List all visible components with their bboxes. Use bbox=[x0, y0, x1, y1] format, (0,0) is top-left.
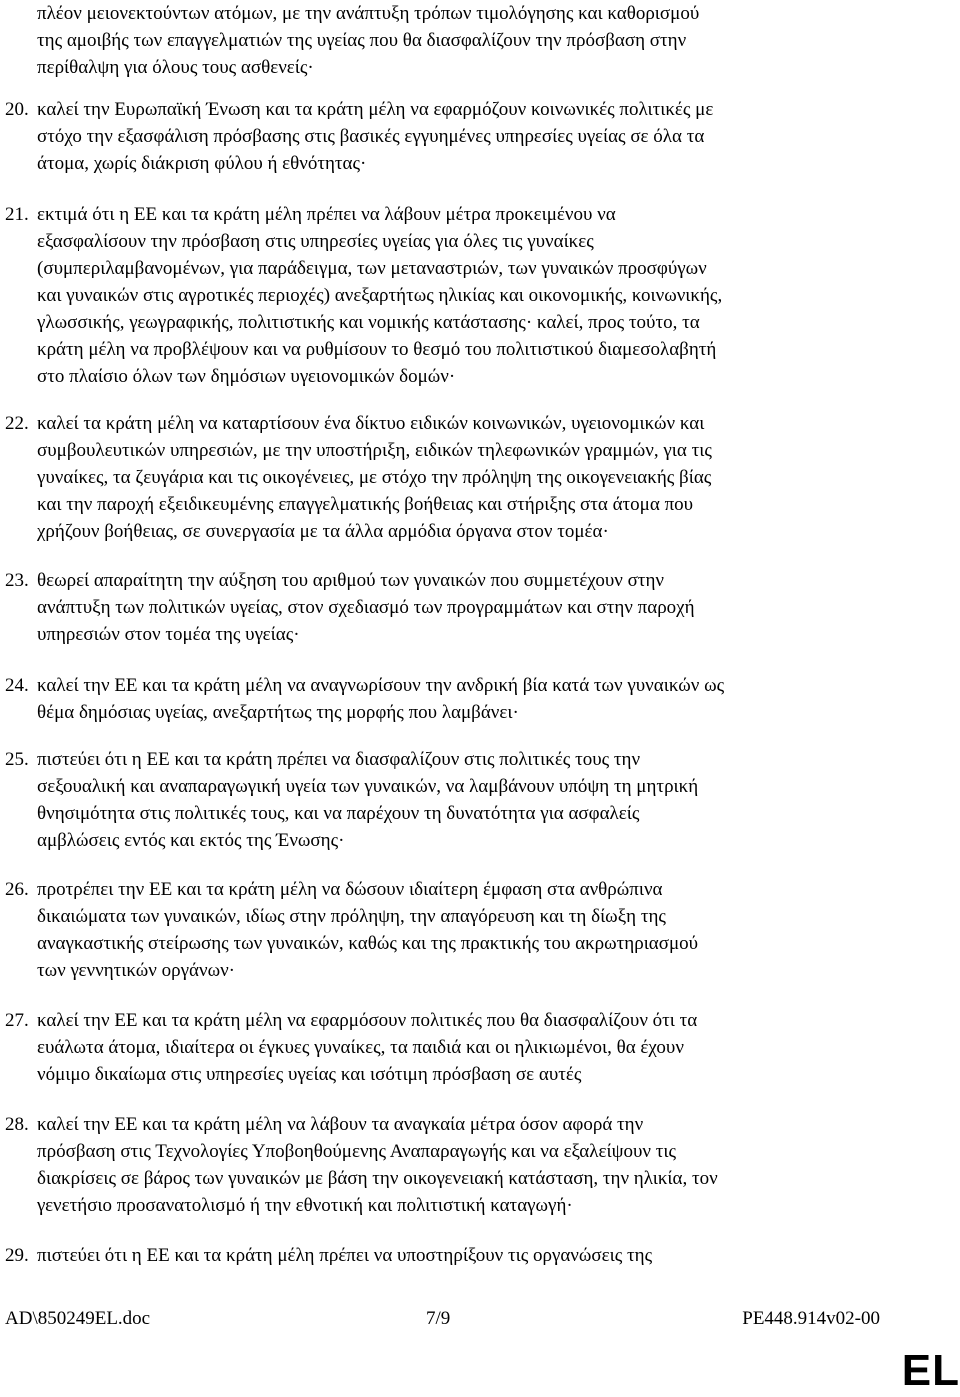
paragraph-line: αναγκαστικής στείρωσης των γυναικών, καθώς και της πρακτικής του ακρωτηριασμού bbox=[37, 933, 699, 954]
paragraph-line: χρήζουν βοήθειας, σε συνεργασία με τα άλλα αρμόδια όργανα στον τομέα· bbox=[37, 521, 609, 542]
paragraph-number: 23. bbox=[5, 570, 29, 591]
paragraph-21 bbox=[0, 201, 960, 390]
paragraph-line: καλεί την ΕΕ και τα κράτη μέλη να λάβουν τα αναγκαία μέτρα όσον αφορά την bbox=[37, 1114, 644, 1135]
paragraph-line: εκτιμά ότι η ΕΕ και τα κράτη μέλη πρέπει να λάβουν μέτρα προκειμένου να bbox=[37, 204, 616, 225]
paragraph-line: και την παροχή εξειδικευμένης επαγγελματικής βοήθειας και στήριξης στα άτομα που bbox=[37, 494, 694, 515]
paragraph-number: 27. bbox=[5, 1010, 29, 1031]
paragraph-continuation bbox=[0, 0, 960, 81]
page-footer bbox=[0, 1305, 960, 1332]
paragraph-line: δικαιώματα των γυναικών, ιδίως στην πρόληψη, την απαγόρευση και τη δίωξη της bbox=[37, 906, 666, 927]
paragraph-line: ευάλωτα άτομα, ιδιαίτερα οι έγκυες γυναίκες, τα παιδιά και οι ηλικιωμένοι, θα έχουν bbox=[37, 1037, 684, 1058]
document-reference: AD\850249EL.doc bbox=[5, 1308, 151, 1329]
page-number: 7/9 bbox=[426, 1308, 451, 1329]
paragraph-line: στο πλαίσιο όλων των δημόσιων υγειονομικών δομών· bbox=[37, 366, 456, 387]
paragraph-number: 28. bbox=[5, 1114, 29, 1135]
paragraph-number: 26. bbox=[5, 879, 29, 900]
paragraph-22 bbox=[0, 410, 960, 545]
paragraph-28 bbox=[0, 1111, 960, 1219]
paragraph-line: διακρίσεις σε βάρος των γυναικών με βάση την οικογενειακή κατάσταση, την ηλικία, τον bbox=[37, 1168, 718, 1189]
paragraph-number: 21. bbox=[5, 204, 29, 225]
paragraph-29 bbox=[0, 1242, 960, 1269]
paragraph-line: πλέον μειονεκτούντων ατόμων, με την ανάπτυξη τρόπων τιμολόγησης και καθορισμού bbox=[37, 3, 700, 24]
paragraph-line: καλεί την Ευρωπαϊκή Ένωση και τα κράτη μέλη να εφαρμόζουν κοινωνικές πολιτικές με bbox=[37, 99, 714, 120]
paragraph-line: και γυναικών στις αγροτικές περιοχές) ανεξαρτήτως ηλικίας και οικονομικής, κοινωνικής, bbox=[37, 285, 723, 306]
paragraph-number: 29. bbox=[5, 1245, 29, 1266]
paragraph-25 bbox=[0, 746, 960, 854]
paragraph-line: υπηρεσιών στον τομέα της υγείας· bbox=[37, 624, 300, 645]
paragraph-line: νόμιμο δικαίωμα στις υπηρεσίες υγείας και ισότιμη πρόσβαση σε αυτές bbox=[37, 1064, 582, 1085]
paragraph-line: αμβλώσεις εντός και εκτός της Ένωσης· bbox=[37, 830, 345, 851]
paragraph-line: θνησιμότητα στις πολιτικές τους, και να παρέχουν τη δυνατότητα για ασφαλείς bbox=[37, 803, 640, 824]
paragraph-27 bbox=[0, 1007, 960, 1088]
document-code: PE448.914v02-00 bbox=[742, 1308, 880, 1329]
paragraph-20 bbox=[0, 96, 960, 177]
paragraph-line: συμβουλευτικών υπηρεσιών, με την υποστήριξη, ειδικών τηλεφωνικών γραμμών, για τις bbox=[37, 440, 712, 461]
paragraph-24 bbox=[0, 672, 960, 726]
paragraph-line: κράτη μέλη να προβλέψουν και να ρυθμίσουν το θεσμό του πολιτιστικού διαμεσολαβητή bbox=[37, 339, 717, 360]
paragraph-line: των γεννητικών οργάνων· bbox=[37, 960, 235, 981]
paragraph-line: γενετήσιο προσανατολισμό ή την εθνοτική και πολιτιστική καταγωγή· bbox=[37, 1195, 573, 1216]
paragraph-line: εξασφαλίσουν την πρόσβαση στις υπηρεσίες υγείας για όλες τις γυναίκες bbox=[37, 231, 594, 252]
paragraph-line: άτομα, χωρίς διάκριση φύλου ή εθνότητας· bbox=[37, 153, 367, 174]
paragraph-23 bbox=[0, 567, 960, 648]
paragraph-number: 22. bbox=[5, 413, 29, 434]
paragraph-line: πρόσβαση στις Τεχνολογίες Υποβοηθούμενης Αναπαραγωγής και να εξαλείψουν τις bbox=[37, 1141, 676, 1162]
paragraph-line: περίθαλψη για όλους τους ασθενείς· bbox=[37, 57, 314, 78]
paragraph-line: γυναίκες, τα ζευγάρια και τις οικογένειες, με στόχο την πρόληψη της οικογενειακής βίας bbox=[37, 467, 712, 488]
paragraph-line: πιστεύει ότι η ΕΕ και τα κράτη μέλη πρέπει να υποστηρίξουν τις οργανώσεις της bbox=[37, 1245, 653, 1266]
paragraph-line: γλωσσικής, γεωγραφικής, πολιτιστικής και νομικής κατάστασης· καλεί, προς τούτο, τα bbox=[37, 312, 700, 333]
paragraph-line: καλεί την ΕΕ και τα κράτη μέλη να εφαρμόσουν πολιτικές που θα διασφαλίζουν ότι τα bbox=[37, 1010, 698, 1031]
paragraph-line: θεωρεί απαραίτητη την αύξηση του αριθμού των γυναικών που συμμετέχουν στην bbox=[37, 570, 664, 591]
paragraph-line: σεξουαλική και αναπαραγωγική υγεία των γυναικών, να λαμβάνουν υπόψη τη μητρική bbox=[37, 776, 699, 797]
language-badge: EL bbox=[901, 1346, 960, 1395]
paragraph-line: πιστεύει ότι η ΕΕ και τα κράτη πρέπει να διασφαλίζουν στις πολιτικές τους την bbox=[37, 749, 641, 770]
paragraph-line: καλεί την ΕΕ και τα κράτη μέλη να αναγνωρίσουν την ανδρική βία κατά των γυναικών ως bbox=[37, 675, 725, 696]
paragraph-line: προτρέπει την ΕΕ και τα κράτη μέλη να δώσουν ιδιαίτερη έμφαση στα ανθρώπινα bbox=[37, 879, 663, 900]
paragraph-line: θέμα δημόσιας υγείας, ανεξαρτήτως της μορφής που λαμβάνει· bbox=[37, 702, 519, 723]
paragraph-26 bbox=[0, 876, 960, 984]
paragraph-line: της αμοιβής των επαγγελματιών της υγείας που θα διασφαλίζουν την πρόσβαση στην bbox=[37, 30, 687, 51]
paragraph-line: στόχο την εξασφάλιση πρόσβασης στις βασικές εγγυημένες υπηρεσίες υγείας σε όλα τα bbox=[37, 126, 705, 147]
paragraph-number: 25. bbox=[5, 749, 29, 770]
paragraph-number: 20. bbox=[5, 99, 29, 120]
paragraph-number: 24. bbox=[5, 675, 29, 696]
paragraph-line: καλεί τα κράτη μέλη να καταρτίσουν ένα δίκτυο ειδικών κοινωνικών, υγειονομικών και bbox=[37, 413, 705, 434]
paragraph-line: (συμπεριλαμβανομένων, για παράδειγμα, των μεταναστριών, των γυναικών προσφύγων bbox=[37, 258, 707, 279]
paragraph-line: ανάπτυξη των πολιτικών υγείας, στον σχεδιασμό των προγραμμάτων και στην παροχή bbox=[37, 597, 695, 618]
